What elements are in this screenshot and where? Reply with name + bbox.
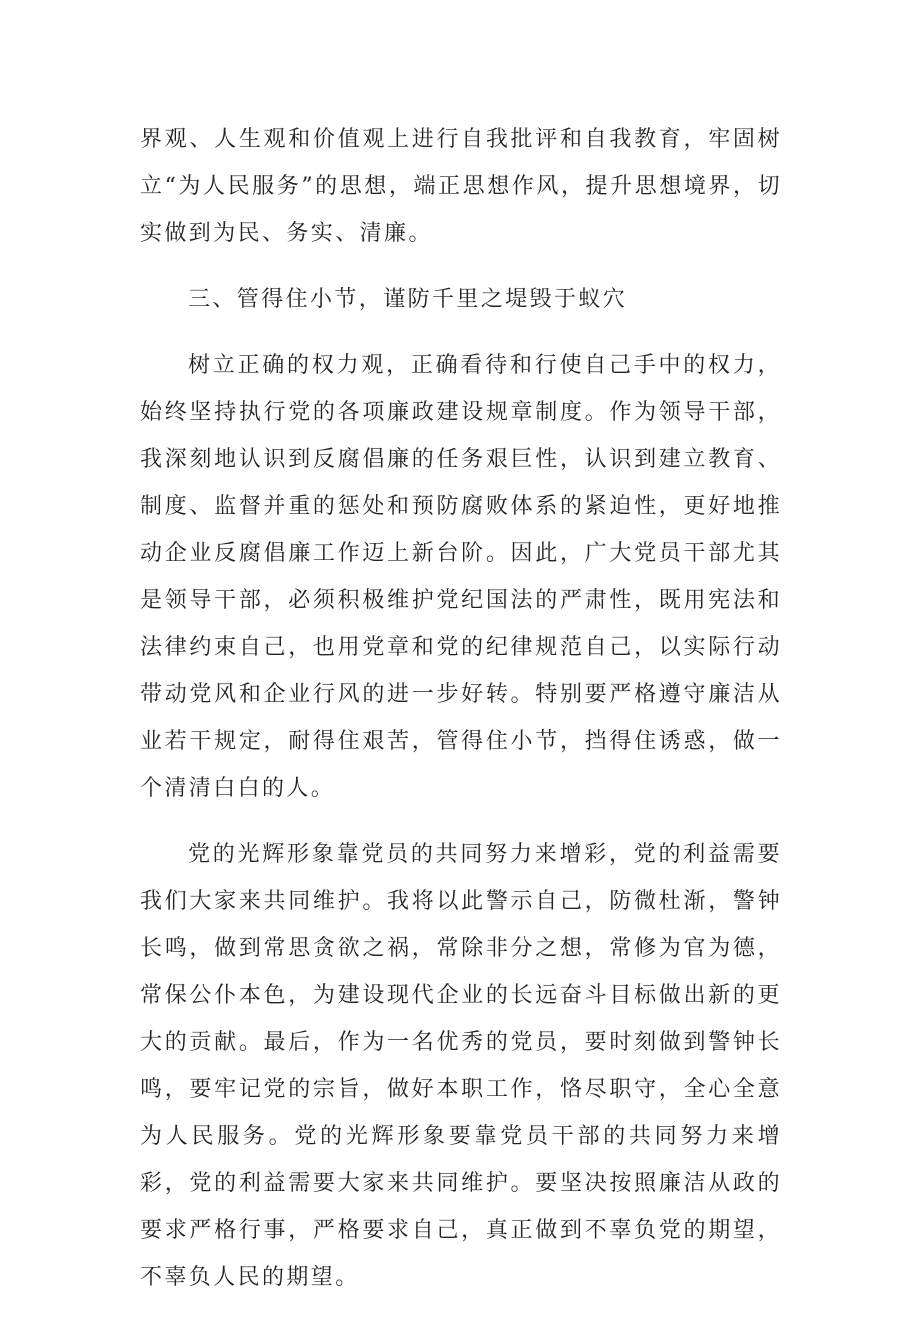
document-body	[140, 116, 782, 1320]
paragraph-continuation: 界观、人生观和价值观上进行自我批评和自我教育，牢固树立“为人民服务”的思想，端正思想作风，提升思想境界，切实做到为民、务实、清廉。	[140, 127, 782, 246]
section-heading: 三、管得住小节，谨防千里之堤毁于蚁穴	[188, 287, 628, 312]
paragraph-party-image: 党的光辉形象靠党员的共同努力来增彩，党的利益需要我们大家来共同维护。我将以此警示自己，防微杜渐，警钟长鸣，做到常思贪欲之祸，常除非分之想，常修为官为德，常保公仆本色，为建设现代企业的长远奋斗目标做出新的更大的贡献。最后，作为一名优秀的党员，要时刻做到警钟长鸣，要牢记党的宗旨，做好本职工作，恪尽职守，全心全意为人民服务。党的光辉形象要靠党员干部的共同努力来增彩，党的利益需要大家来共同维护。要坚决按照廉洁从政的要求严格行事，严格要求自己，真正做到不辜负党的期望，不辜负人民的期望。	[140, 842, 782, 1290]
paragraph-power-view: 树立正确的权力观，正确看待和行使自己手中的权力，始终坚持执行党的各项廉政建设规章制度。作为领导干部，我深刻地认识到反腐倡廉的任务艰巨性，认识到建立教育、制度、监督并重的惩处和预防腐败体系的紧迫性，更好地推动企业反腐倡廉工作迈上新台阶。因此，广大党员干部尤其是领导干部，必须积极维护党纪国法的严肃性，既用宪法和法律约束自己，也用党章和党的纪律规范自己，以实际行动带动党风和企业行风的进一步好转。特别要严格遵守廉洁从业若干规定，耐得住艰苦，管得住小节，挡得住诱惑，做一个清清白白的人。	[140, 353, 782, 801]
